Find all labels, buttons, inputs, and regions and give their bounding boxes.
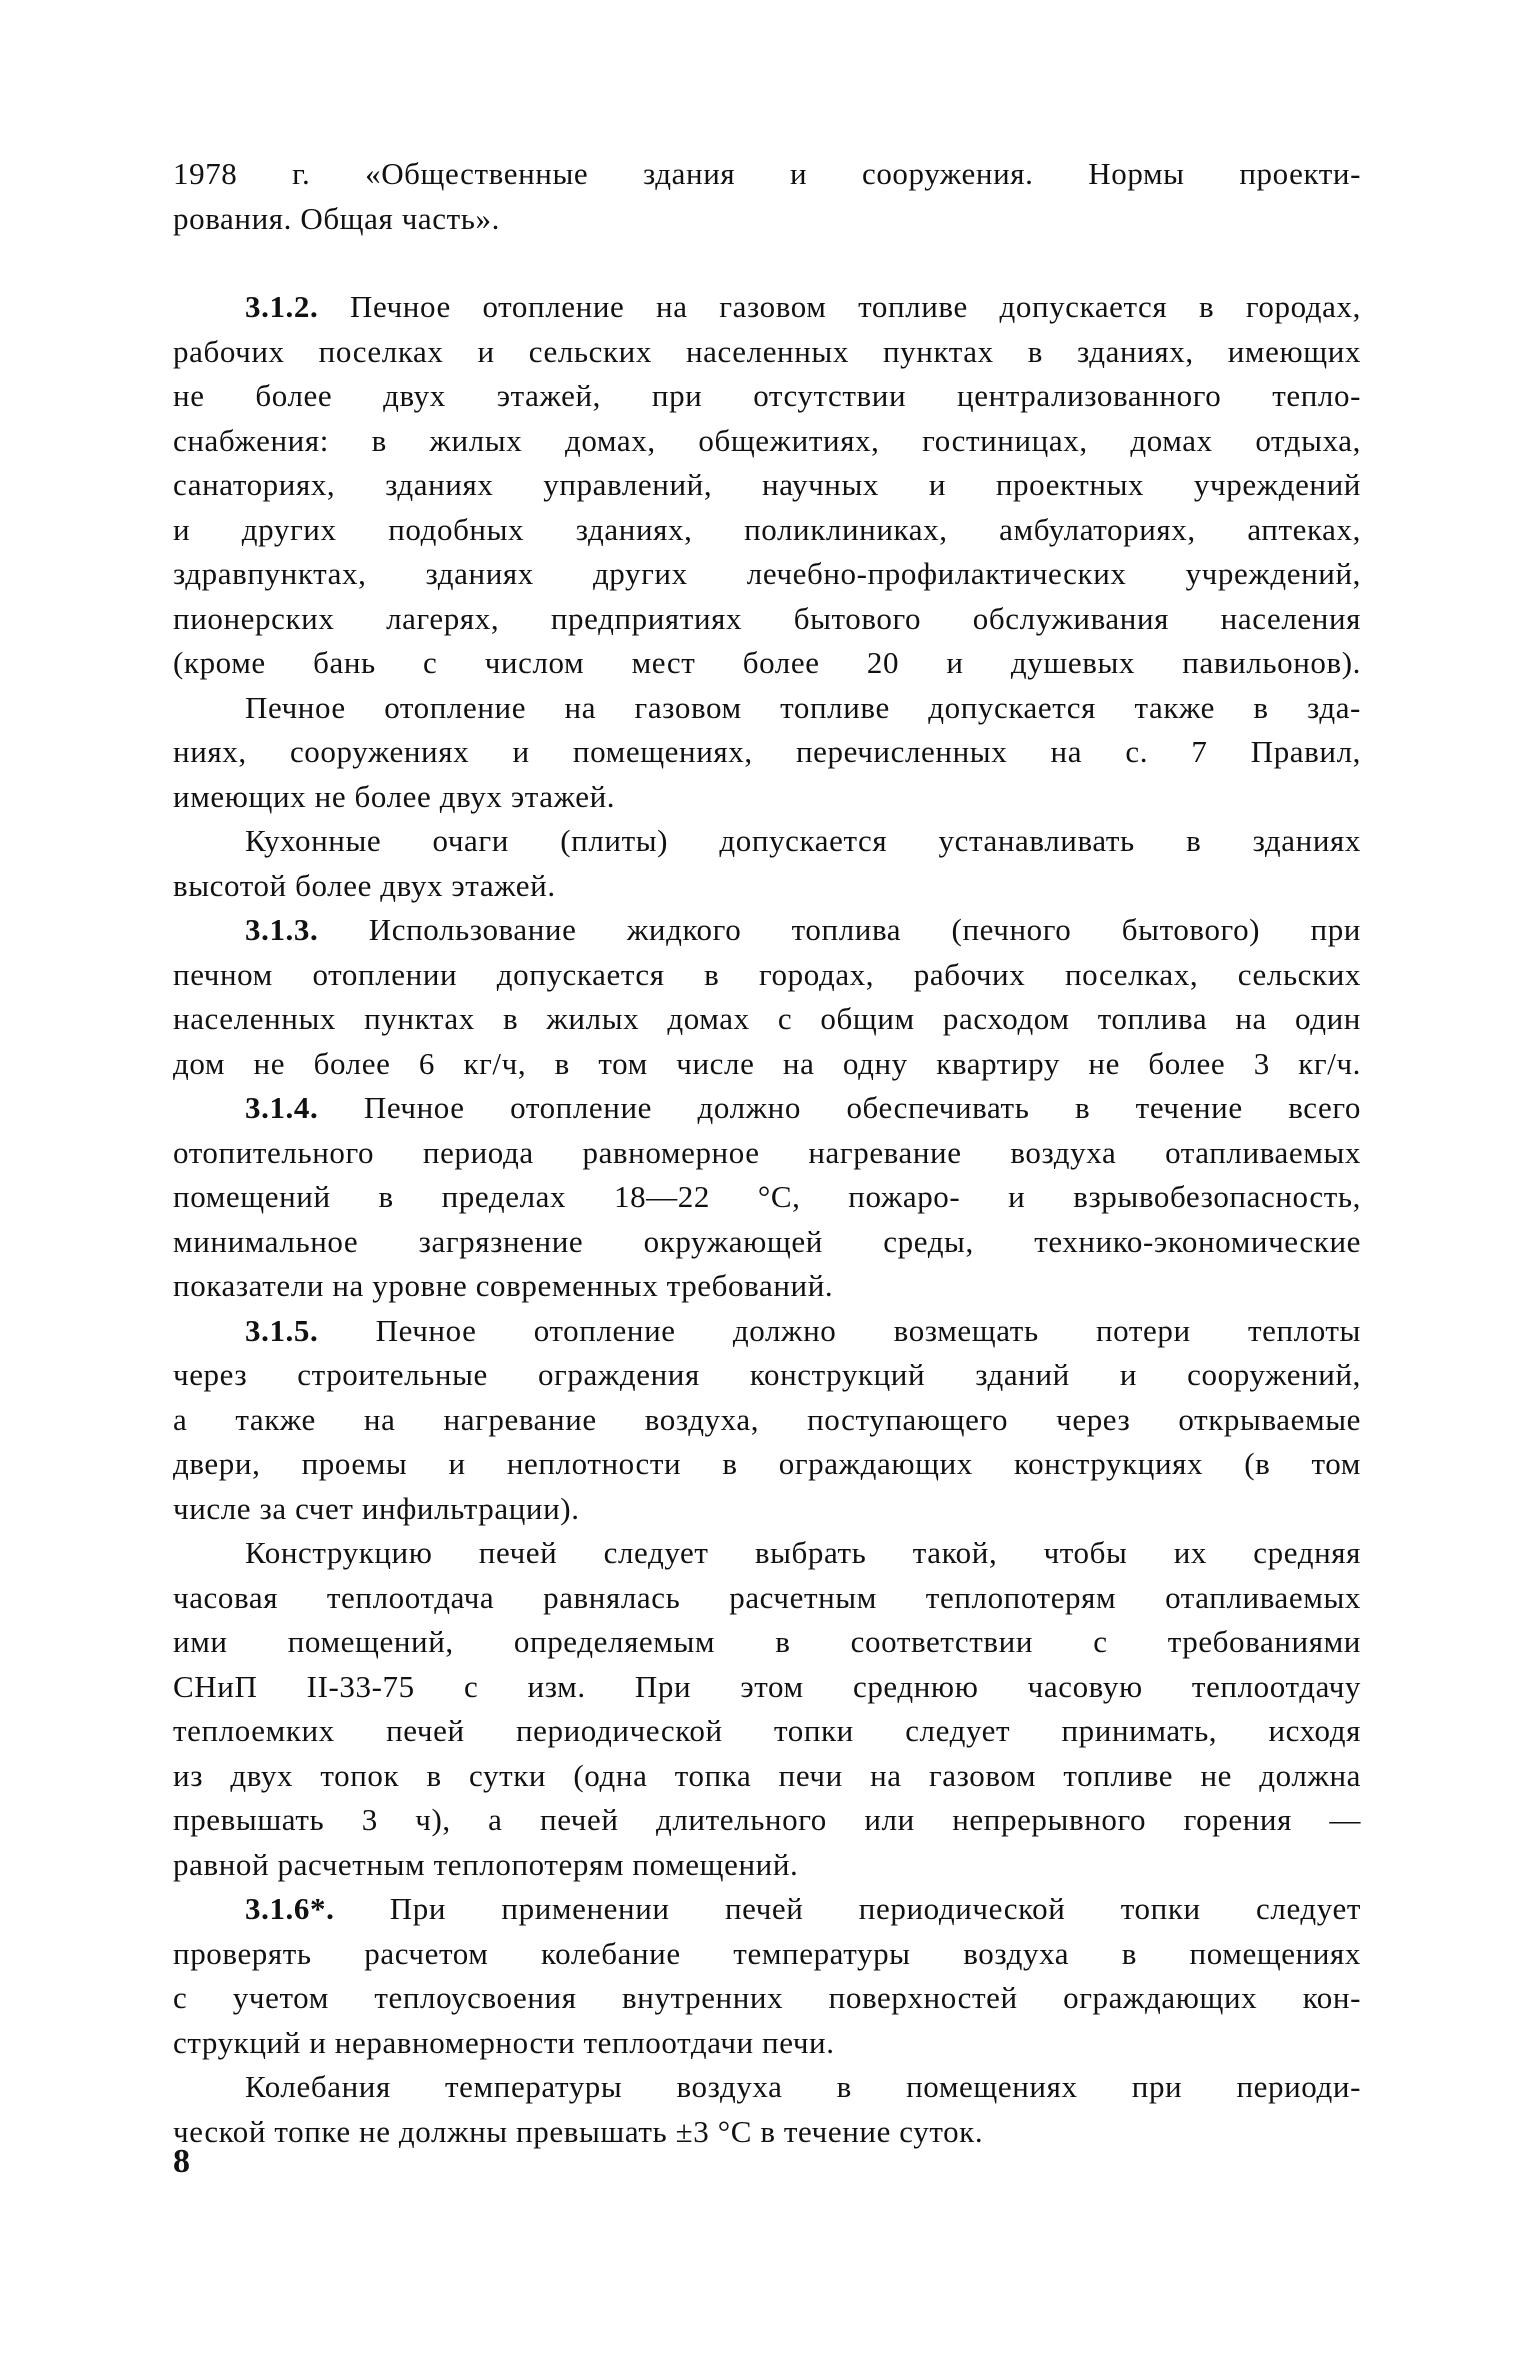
text-fragment: При применении печей периодической топки следует	[334, 1891, 1361, 1926]
text-line: струкций и неравномерности теплоотдачи печи.	[173, 2024, 835, 2060]
text-line: двери, проемы и неплотности в ограждающих конструкциях (в том	[173, 1446, 1361, 1481]
text-line: минимальное загрязнение окружающей среды, технико-экономические	[173, 1223, 1361, 1259]
text-line: и других подобных зданиях, поликлиниках, амбулаториях, аптеках,	[173, 511, 1361, 547]
text-line: 1978 г. «Общественные здания и сооружения. Нормы проекти-	[173, 156, 1361, 191]
text-line: пионерских лагерях, предприятиях бытового обслуживания населения	[173, 600, 1361, 636]
text-line: СНиП II-33-75 с изм. При этом среднюю часовую теплоотдачу	[173, 1668, 1361, 1704]
text-line: Кухонные очаги (плиты) допускается устанавливать в зданиях	[245, 823, 1361, 858]
text-line: рабочих поселках и сельских населенных пунктах в зданиях, имеющих	[173, 333, 1361, 369]
text-line: ческой топке не должны превышать ±3 °С в течение суток.	[173, 2113, 984, 2149]
text-line: превышать 3 ч), а печей длительного или непрерывного горения —	[173, 1802, 1361, 1837]
text-line	[173, 1086, 1361, 1131]
paragraph-gap	[173, 241, 1361, 285]
section-number: 3.1.2.	[245, 289, 319, 324]
page-number: 8	[173, 2143, 190, 2180]
text-line: ниях, сооружениях и помещениях, перечисленных на с. 7 Правил,	[173, 734, 1361, 769]
text-line: печном отоплении допускается в городах, рабочих поселках, сельских	[173, 956, 1361, 992]
section-number: 3.1.3.	[245, 912, 319, 947]
text-line: населенных пунктах в жилых домах с общим расходом топлива на один	[173, 1001, 1361, 1036]
document-page	[173, 152, 1361, 2154]
text-line: имеющих не более двух этажей.	[173, 778, 616, 814]
text-line: рования. Общая часть».	[173, 200, 500, 236]
text-line	[173, 1309, 1361, 1354]
section-3-1-4	[173, 1086, 1361, 1309]
text-line: теплоемких печей периодической топки следует принимать, исходя	[173, 1713, 1361, 1748]
text-line: Печное отопление на газовом топливе допускается также в зда-	[245, 689, 1361, 725]
section-3-1-5-continued	[173, 1531, 1361, 1887]
text-line: равной расчетным теплопотерям помещений.	[173, 1846, 799, 1882]
text-line: ими помещений, определяемым в соответствии с требованиями	[173, 1624, 1361, 1659]
section-number: 3.1.6*.	[245, 1891, 335, 1926]
text-line: помещений в пределах 18—22 °С, пожаро- и взрывобезопасность,	[173, 1179, 1361, 1214]
text-line: высотой более двух этажей.	[173, 867, 556, 903]
section-3-1-2-kitchen	[173, 819, 1361, 908]
text-fragment: Печное отопление должно обеспечивать в течение всего	[318, 1090, 1361, 1125]
text-fragment: Использование жидкого топлива (печного бытового) при	[318, 912, 1361, 947]
text-line: Колебания температуры воздуха в помещениях при периоди-	[245, 2069, 1361, 2104]
text-line: (кроме бань с числом мест более 20 и душевых павильонов).	[173, 645, 1361, 680]
text-line: а также на нагревание воздуха, поступающего через открываемые	[173, 1401, 1361, 1437]
text-line: дом не более 6 кг/ч, в том числе на одну квартиру не более 3 кг/ч.	[173, 1045, 1361, 1081]
text-line	[173, 1887, 1361, 1932]
intro-paragraph	[173, 152, 1361, 241]
section-3-1-2-continued	[173, 686, 1361, 820]
text-line: здравпунктах, зданиях других лечебно-профилактических учреждений,	[173, 556, 1361, 591]
section-3-1-2	[173, 285, 1361, 686]
section-number: 3.1.5.	[245, 1312, 319, 1348]
text-line: проверять расчетом колебание температуры воздуха в помещениях	[173, 1935, 1361, 1971]
text-line: не более двух этажей, при отсутствии централизованного тепло-	[173, 378, 1361, 413]
text-fragment: Печное отопление на газовом топливе допускается в городах,	[318, 289, 1361, 324]
text-fragment: Печное отопление должно возмещать потери теплоты	[318, 1312, 1361, 1348]
text-line: через строительные ограждения конструкций зданий и сооружений,	[173, 1357, 1361, 1392]
text-line: снабжения: в жилых домах, общежитиях, гостиницах, домах отдыха,	[173, 422, 1361, 458]
section-number: 3.1.4.	[245, 1090, 319, 1125]
text-line	[173, 285, 1361, 330]
text-line: часовая теплоотдача равнялась расчетным теплопотерям отапливаемых	[173, 1579, 1361, 1615]
text-line: Конструкцию печей следует выбрать такой, чтобы их средняя	[245, 1535, 1361, 1570]
text-line: отопительного периода равномерное нагревание воздуха отапливаемых	[173, 1134, 1361, 1170]
section-3-1-6-continued	[173, 2065, 1361, 2154]
section-3-1-3	[173, 908, 1361, 1086]
text-line: числе за счет инфильтрации).	[173, 1490, 580, 1526]
text-line: санаториях, зданиях управлений, научных и проектных учреждений	[173, 467, 1361, 502]
section-3-1-5	[173, 1309, 1361, 1532]
text-line	[173, 908, 1361, 953]
text-line: показатели на уровне современных требований.	[173, 1268, 834, 1303]
section-3-1-6	[173, 1887, 1361, 2065]
text-line: из двух топок в сутки (одна топка печи на газовом топливе не должна	[173, 1757, 1361, 1793]
text-line: с учетом теплоусвоения внутренних поверхностей ограждающих кон-	[173, 1980, 1361, 2015]
